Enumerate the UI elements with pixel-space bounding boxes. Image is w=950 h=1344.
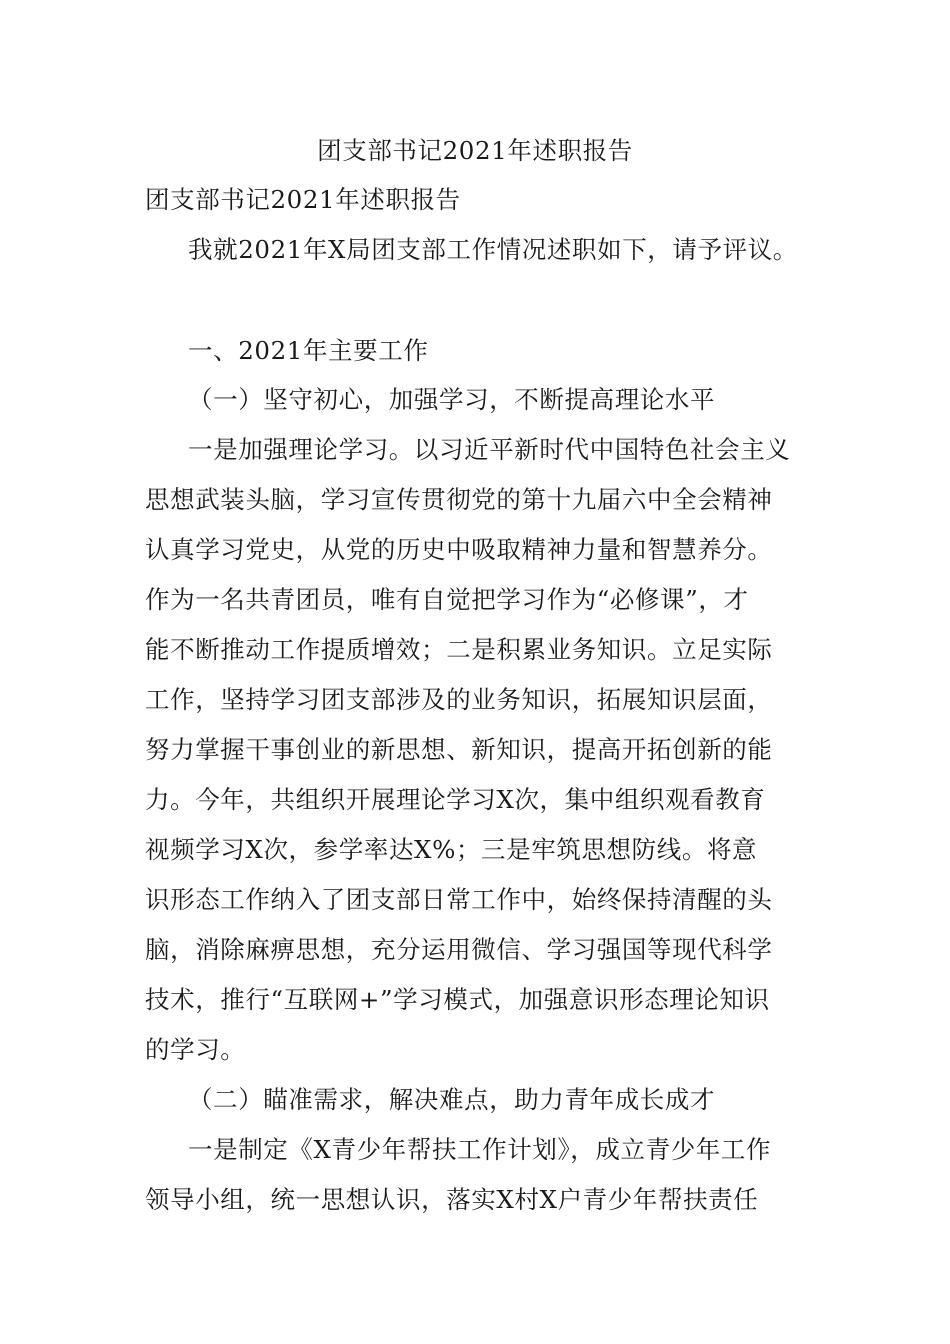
paragraph-1-line: 作为一名共青团员，唯有自觉把学习作为“必修课”，才 (145, 585, 749, 614)
paragraph-1-line: 努力掌握干事创业的新思想、新知识，提高开拓创新的能 (145, 735, 773, 764)
paragraph-1-line: 技术，推行“互联网+”学习模式，加强意识形态理论知识 (145, 985, 770, 1014)
paragraph-1-line: 视频学习X次，参学率达X%；三是牢筑思想防线。将意 (145, 835, 758, 864)
paragraph-1-line: 的学习。 (145, 1035, 246, 1064)
subsection-heading-2: （二）瞄准需求，解决难点，助力青年成长成才 (188, 1085, 716, 1114)
paragraph-1-line: 工作，坚持学习团支部涉及的业务知识，拓展知识层面， (145, 685, 773, 714)
paragraph-1-line: 能不断推动工作提质增效；二是积累业务知识。立足实际 (145, 635, 773, 664)
paragraph-1-line: 认真学习党史，从党的历史中吸取精神力量和智慧养分。 (145, 535, 773, 564)
paragraph-1-line: 脑，消除麻痹思想，充分运用微信、学习强国等现代科学 (145, 935, 773, 964)
paragraph-1-line: 识形态工作纳入了团支部日常工作中，始终保持清醒的头 (145, 885, 773, 914)
paragraph-1-line: 力。今年，共组织开展理论学习X次，集中组织观看教育 (145, 785, 766, 814)
section-heading-1: 一、2021年主要工作 (188, 336, 429, 365)
paragraph-1-line: 一是加强理论学习。以习近平新时代中国特色社会主义 (188, 435, 791, 464)
document-subtitle: 团支部书记2021年述职报告 (145, 185, 461, 214)
subsection-heading-1: （一）坚守初心，加强学习，不断提高理论水平 (188, 385, 716, 414)
paragraph-2-line: 领导小组，统一思想认识，落实X村X户青少年帮扶责任 (145, 1185, 759, 1214)
document-title: 团支部书记2021年述职报告 (317, 136, 633, 165)
paragraph-2-line: 一是制定《X青少年帮扶工作计划》，成立青少年工作 (188, 1135, 772, 1164)
intro-paragraph: 我就2021年X局团支部工作情况述职如下，请予评议。 (188, 235, 798, 264)
paragraph-1-line: 思想武装头脑，学习宣传贯彻党的第十九届六中全会精神 (145, 485, 773, 514)
